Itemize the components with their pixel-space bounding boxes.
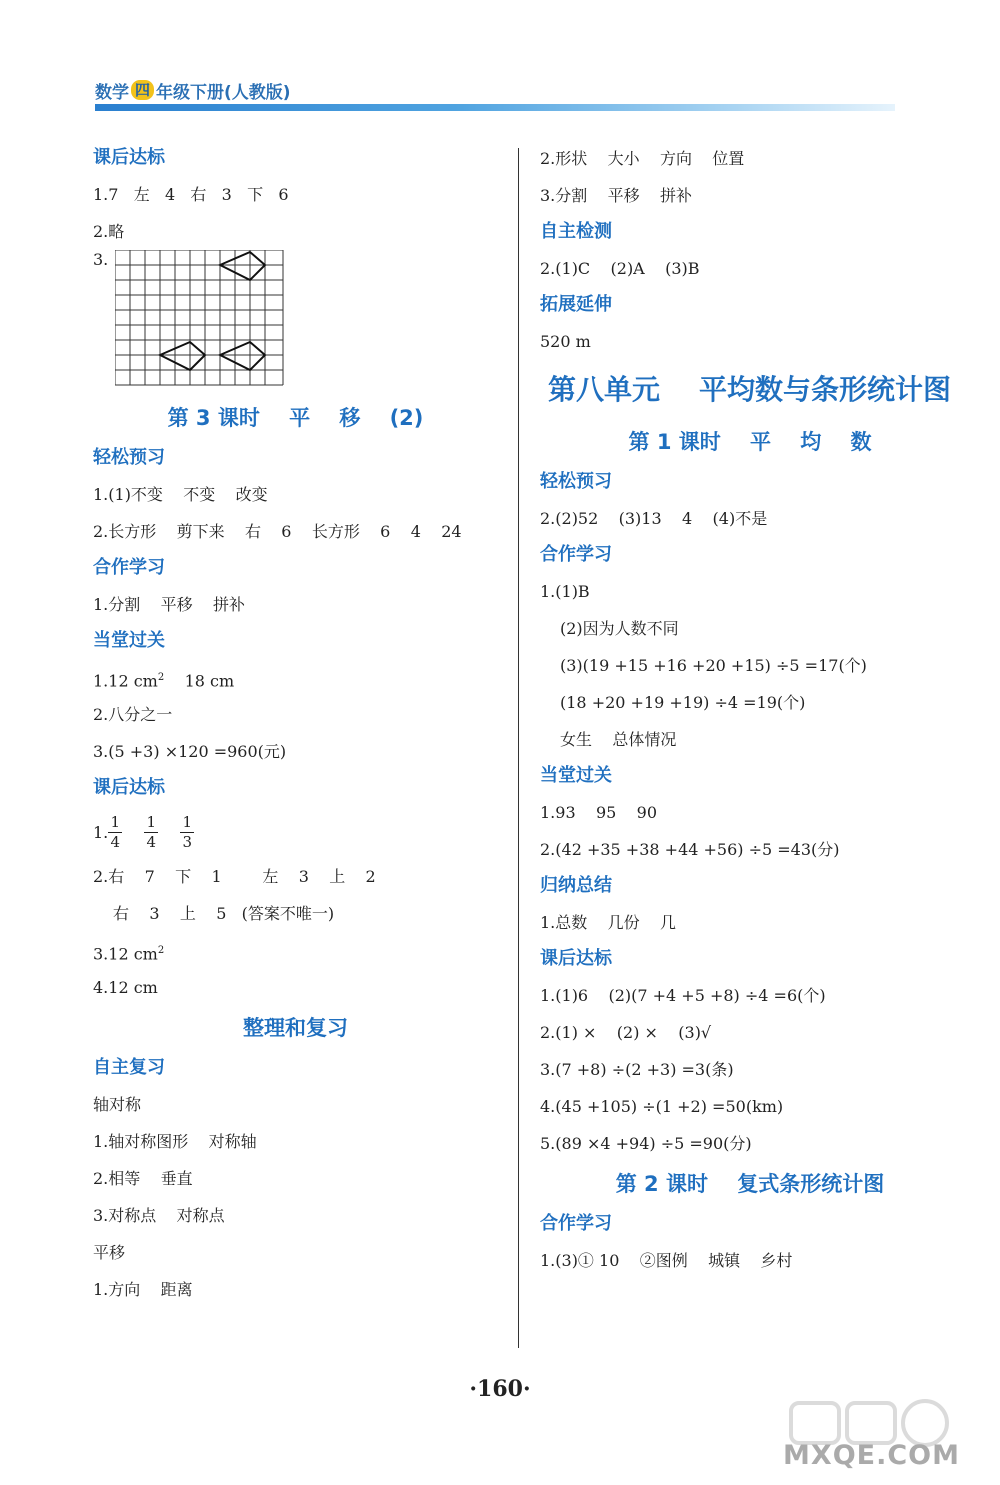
- section-heading: 合作学习: [540, 544, 612, 565]
- header-rule: [95, 104, 895, 111]
- answer-line: 2.右 7 下 1 左 3 上 2: [93, 867, 376, 886]
- left-column: [93, 140, 498, 1308]
- fraction: [108, 814, 122, 851]
- answer-line: 平移: [93, 1243, 126, 1262]
- right-column: [540, 140, 960, 1279]
- answer-line: 2.形状 大小 方向 位置: [540, 149, 745, 168]
- section-heading: 拓展延伸: [540, 294, 612, 315]
- answer-line: (2)因为人数不同: [560, 619, 679, 638]
- answer-line: 轴对称: [93, 1095, 142, 1114]
- answer-line: 3.(7 +8) ÷(2 +3) =3(条): [540, 1060, 734, 1079]
- answer-line: 1.方向 距离: [93, 1280, 193, 1299]
- section-heading: 课后达标: [540, 948, 612, 969]
- header-subject: 数学: [95, 82, 129, 103]
- answer-line: 1.分割 平移 拼补: [93, 595, 245, 614]
- answer-line: (18 +20 +19 +19) ÷4 =19(个): [560, 693, 806, 712]
- section-heading: 当堂过关: [540, 765, 612, 786]
- column-divider: [518, 148, 519, 1348]
- answer-line: 1.(3)① 10 ②图例 城镇 乡村: [540, 1251, 793, 1270]
- answer-line: 2.相等 垂直: [93, 1169, 193, 1188]
- answer-line: [93, 659, 498, 696]
- answer-line: 2.(1) × (2) × (3)√: [540, 1023, 712, 1042]
- lesson-title: 第 3 课时 平 移 (2): [167, 406, 424, 430]
- fraction: [180, 814, 194, 851]
- header-grade-badge: 四: [131, 80, 154, 100]
- answer-line: 2.长方形 剪下来 右 6 长方形 6 4 24: [93, 522, 462, 541]
- lesson-title: 第 1 课时 平 均 数: [628, 430, 872, 454]
- denominator: 4: [146, 832, 157, 851]
- answer-line: 520 m: [540, 332, 591, 351]
- answer-line: 1.7 左 4 右 3 下 6: [93, 185, 289, 204]
- section-heading: 课后达标: [93, 777, 165, 798]
- answer-line: 1.(1)6 (2)(7 +4 +5 +8) ÷4 =6(个): [540, 986, 826, 1005]
- section-heading: 自主复习: [93, 1057, 165, 1078]
- denominator: 3: [182, 832, 193, 851]
- page-number: ·160·: [469, 1376, 531, 1402]
- answer-line: 3.分割 平移 拼补: [540, 186, 692, 205]
- header-book-title: 年级下册(人教版): [156, 82, 291, 103]
- translation-grid-figure: [115, 250, 285, 388]
- answer-line: 右 3 上 5 (答案不唯一): [113, 904, 335, 923]
- section-heading: 课后达标: [93, 147, 165, 168]
- unit-title: 第八单元 平均数与条形统计图: [548, 373, 951, 406]
- answer-line: 1.(1)不变 不变 改变: [93, 485, 268, 504]
- denominator: 4: [110, 832, 121, 851]
- kite-shape-bottom-left: [160, 342, 205, 370]
- answer-text: 1.12 cm: [93, 671, 158, 691]
- answer-number: 3.: [93, 250, 109, 269]
- answer-text: 18 cm: [164, 671, 235, 691]
- answer-line: 4.(45 +105) ÷(1 +2) =50(km): [540, 1097, 784, 1116]
- answer-line: 3.对称点 对称点: [93, 1206, 225, 1225]
- numerator: 1: [146, 812, 157, 831]
- answer-line: 1.(1)B: [540, 582, 590, 601]
- section-heading: 合作学习: [540, 1213, 612, 1234]
- numerator: 1: [182, 812, 193, 831]
- answer-line: 2.略: [93, 222, 125, 241]
- grid-answer: [93, 250, 498, 396]
- running-header: [95, 76, 291, 104]
- answer-number: 1.: [93, 822, 109, 842]
- answer-line: 2.(42 +35 +38 +44 +56) ÷5 =43(分): [540, 840, 840, 859]
- review-title: 整理和复习: [243, 1016, 348, 1040]
- section-heading: 轻松预习: [540, 471, 612, 492]
- watermark-text: MXQE.COM: [783, 1440, 960, 1471]
- fraction-answer-line: [93, 806, 498, 858]
- answer-line: 3.(5 +3) ×120 =960(元): [93, 742, 287, 761]
- superscript: 2: [157, 945, 165, 956]
- answer-line: 1.轴对称图形 对称轴: [93, 1132, 257, 1151]
- section-heading: 轻松预习: [93, 447, 165, 468]
- numerator: 1: [110, 812, 121, 831]
- answer-line: 1.总数 几份 几: [540, 913, 676, 932]
- answer-line: 4.12 cm: [93, 978, 158, 997]
- fraction: [144, 814, 158, 851]
- answer-line: 2.八分之一: [93, 705, 173, 724]
- superscript: 2: [157, 672, 165, 683]
- kite-shape-top: [220, 252, 265, 280]
- section-heading: 合作学习: [93, 557, 165, 578]
- answer-line: 2.(1)C (2)A (3)B: [540, 259, 700, 278]
- answer-text: 3.12 cm: [93, 944, 158, 964]
- answer-line: 女生 总体情况: [560, 730, 677, 749]
- answer-line: 5.(89 ×4 +94) ÷5 =90(分): [540, 1134, 752, 1153]
- lesson-title: 第 2 课时 复式条形统计图: [615, 1172, 885, 1196]
- section-heading: 当堂过关: [93, 630, 165, 651]
- answer-line: 1.93 95 90: [540, 803, 658, 822]
- section-heading: 自主检测: [540, 221, 612, 242]
- section-heading: 归纳总结: [540, 875, 612, 896]
- kite-shape-bottom-right: [220, 342, 265, 370]
- answer-line: [93, 932, 498, 969]
- answer-line: 2.(2)52 (3)13 4 (4)不是: [540, 509, 768, 528]
- answer-line: (3)(19 +15 +16 +20 +15) ÷5 =17(个): [560, 656, 867, 675]
